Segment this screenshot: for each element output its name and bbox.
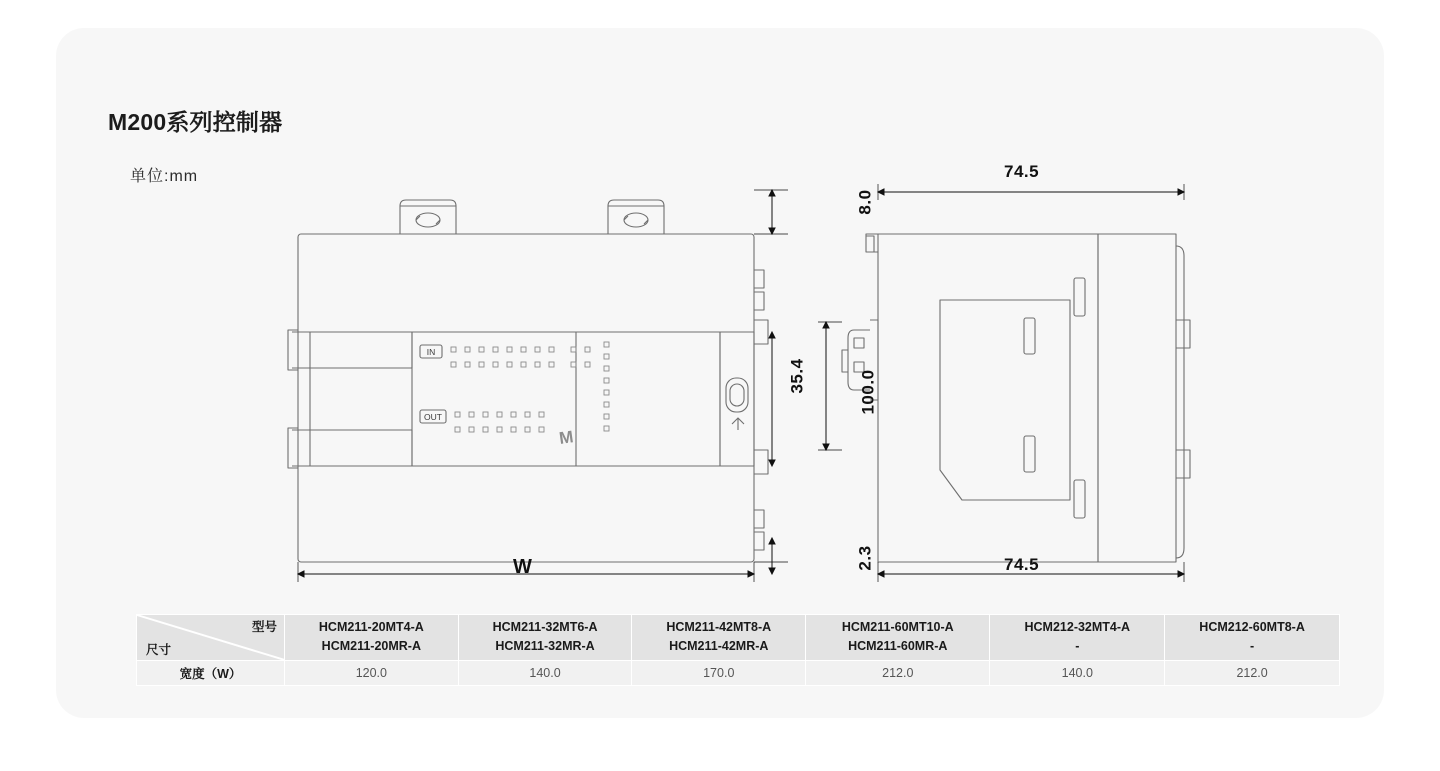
table-col-header: [632, 615, 806, 661]
table-col-header: [285, 615, 459, 661]
model-bottom: HCM211-42MR-A: [669, 639, 769, 654]
model-bottom: HCM211-60MR-A: [848, 639, 948, 654]
page-title: M200系列控制器: [108, 109, 283, 135]
table-corner-cell: [137, 615, 285, 661]
dimension-drawing: [108, 150, 1338, 590]
drawing-svg: [108, 150, 1338, 590]
model-bottom: -: [1250, 639, 1255, 654]
label-in: IN: [426, 347, 436, 357]
model-top: HCM211-20MT4-A: [318, 620, 424, 634]
table-cell-width: 212.0: [1165, 660, 1340, 685]
model-top: HCM212-60MT8-A: [1199, 620, 1305, 634]
model-top: HCM211-42MT8-A: [666, 620, 772, 634]
table-cell-width: 140.0: [990, 660, 1165, 685]
dim-front-bottom: 2.3: [855, 545, 875, 571]
model-top: HCM211-32MT6-A: [492, 620, 598, 634]
dim-front-top: 8.0: [855, 189, 875, 215]
model-bottom: HCM211-20MR-A: [321, 639, 422, 654]
table-corner-size-label: 尺寸: [146, 642, 172, 657]
table-cell-width: 120.0: [285, 660, 459, 685]
table-header-row: [137, 615, 1340, 661]
dim-side-height: 35.4: [787, 358, 807, 394]
table-col-header: [1165, 615, 1340, 661]
unit-note: 单位:mm: [130, 168, 199, 185]
table-cell-width: 170.0: [632, 660, 806, 685]
model-bottom: HCM211-32MR-A: [495, 639, 595, 654]
brand-logo: M: [557, 427, 575, 448]
table-cell-width: 212.0: [806, 660, 990, 685]
table-row-width: [137, 660, 1340, 685]
dim-front-height: 100.0: [858, 369, 878, 415]
model-bottom: -: [1075, 639, 1080, 654]
table-row-label: 宽度（W）: [137, 660, 285, 685]
model-top: HCM211-60MT10-A: [841, 620, 954, 634]
label-out: OUT: [424, 412, 442, 422]
model-top: HCM212-32MT4-A: [1024, 620, 1131, 634]
dim-side-top: 74.5: [1004, 162, 1040, 181]
table-col-header: [458, 615, 632, 661]
table-col-header: [806, 615, 990, 661]
dim-side-bottom: 74.5: [1004, 555, 1040, 574]
table-col-header: [990, 615, 1165, 661]
table-cell-width: 140.0: [458, 660, 632, 685]
dim-front-width-w: W: [513, 556, 533, 578]
dimension-table: [136, 614, 1340, 686]
table-corner-model-label: 型号: [251, 620, 277, 634]
